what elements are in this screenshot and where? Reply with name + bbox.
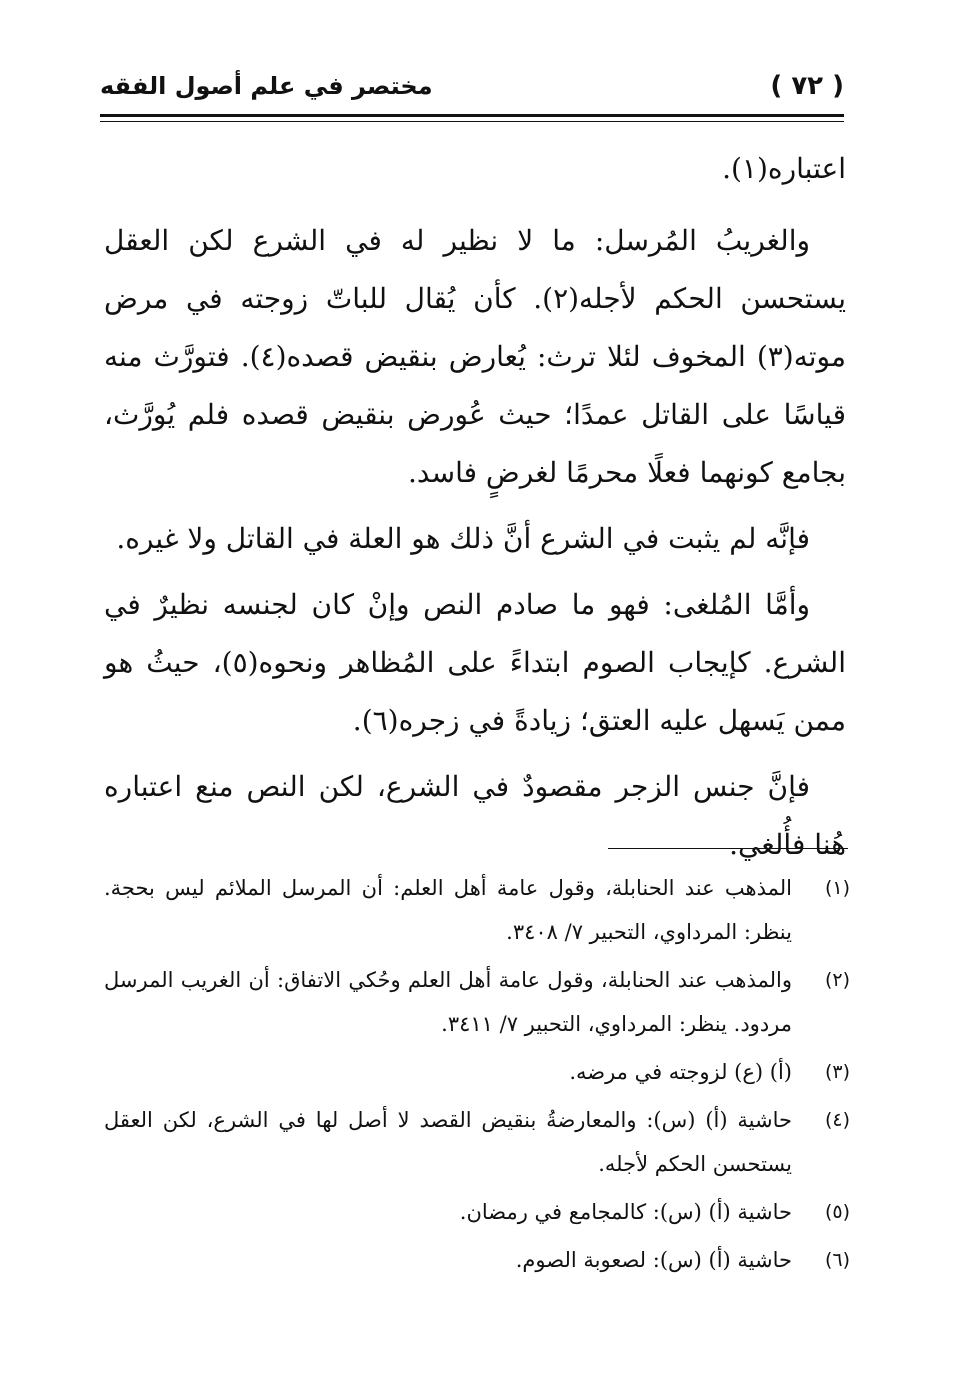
footnote-text: المذهب عند الحنابلة، وقول عامة أهل العلم: أن المرسل الملائم ليس بحجة. ينظر: المرداوي، التحبير ٧/ ٣٤٠٨. <box>104 876 792 944</box>
footnote <box>104 866 850 954</box>
footnotes <box>104 866 850 1286</box>
footnote-number: (١) <box>824 877 850 899</box>
footnote-number: (٦) <box>824 1249 850 1271</box>
footnote-text: حاشية (أ) (س): والمعارضةُ بنقيض القصد لا أصل لها في الشرع، لكن العقل يستحسن الحكم لأجله. <box>104 1108 792 1176</box>
footnote-text: حاشية (أ) (س): لصعوبة الصوم. <box>515 1248 792 1272</box>
book-title: مختصر في علم أصول الفقه <box>100 72 433 100</box>
paragraph: فإنَّه لم يثبت في الشرع أنَّ ذلك هو العلة في القاتل ولا غيره. <box>116 522 810 555</box>
paragraph: والغريبُ المُرسل: ما لا نظير له في الشرع لكن العقل يستحسن الحكم لأجله(٢). كأن يُقال للباتّ زوجته في مرض موته(٣) المخوف لئلا ترث: يُعارض بنقيض قصده(٤). فتورَّث منه قياسًا على القاتل عمدًا؛ حيث عُورض بنقيض قصده فلم يُورَّث، بجامع كونهما فعلًا محرمًا لغرضٍ فاسد. <box>104 224 846 489</box>
footnote-number: (٢) <box>824 969 850 991</box>
footnote-number: (٤) <box>824 1109 850 1131</box>
footnote <box>104 958 850 1046</box>
running-header <box>100 62 844 110</box>
main-text <box>104 140 846 882</box>
footnote-number: (٣) <box>824 1061 850 1083</box>
footnote-text: حاشية (أ) (س): كالمجامع في رمضان. <box>459 1200 792 1224</box>
footnote <box>104 1050 850 1094</box>
footnote-separator <box>608 848 848 849</box>
paragraph: وأمَّا المُلغى: فهو ما صادم النص وإنْ كان لجنسه نظيرٌ في الشرع. كإيجاب الصوم ابتداءً على المُظاهر ونحوه(٥)، حيثُ هو ممن يَسهل عليه العتق؛ زيادةً في زجره(٦). <box>104 588 846 737</box>
footnote <box>104 1098 850 1186</box>
footnote-text: (أ) (ع) لزوجته في مرضه. <box>569 1060 792 1084</box>
header-rule-thick <box>100 114 844 117</box>
footnote-text: والمذهب عند الحنابلة، وقول عامة أهل العلم وحُكي الاتفاق: أن الغريب المرسل مردود. ينظر: المرداوي، التحبير ٧/ ٣٤١١. <box>104 968 792 1036</box>
page-number: ( ٧٢ ) <box>770 71 844 101</box>
paragraph: اعتباره(١). <box>722 152 846 185</box>
footnote <box>104 1190 850 1234</box>
footnote-number: (٥) <box>824 1201 850 1223</box>
footnote <box>104 1238 850 1282</box>
paragraph: فإنَّ جنس الزجر مقصودٌ في الشرع، لكن النص منع اعتباره هُنا فأُلغي. <box>104 770 846 861</box>
header-rule-thin <box>100 121 844 122</box>
